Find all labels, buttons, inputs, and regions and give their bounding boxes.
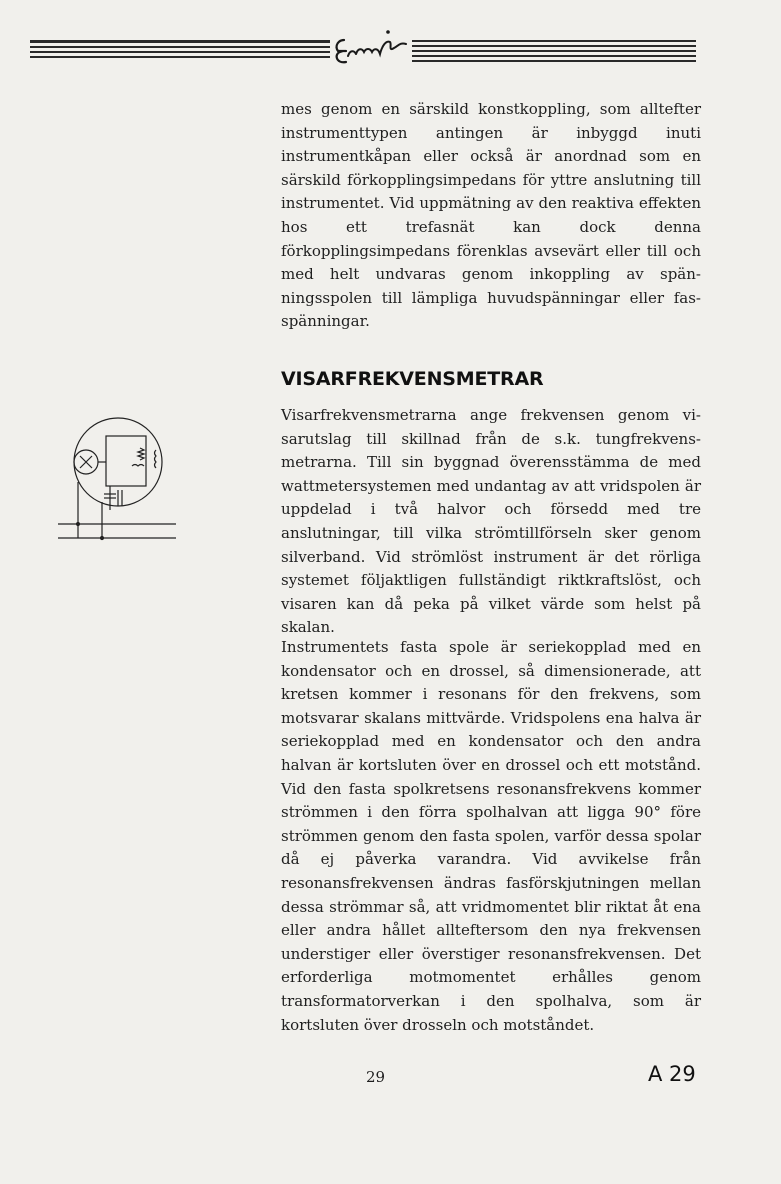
section-heading: VISARFREKVENSMETRAR: [281, 368, 544, 390]
ermi-logo-icon: [330, 18, 412, 68]
page-code: A 29: [648, 1062, 696, 1086]
paragraph-3: Instrumentets fasta spole är seriekopplad med en kondensator och en drossel, så dimensionerade, att kretsen kommer i resonans för den frekvens, som motsvarar skalans mittvärde. Vridspolens ena halva är seriekopplad med en kondensator och den andra halvan är kortsluten över en drossel och ett motstånd. Vid den fasta spolkretsens resonansfrekvens kommer strömmen i den förra spolhalvan att ligga 90° före strömmen genom den fasta spolen, varför dessa spolar då ej påverka varandra. Vid avvikelse från resonansfrekvensen ändras fasförskjutningen mellan dessa strömmar så, att vridmomentet blir riktat åt ena eller andra hållet allteftersom den nya frekvensen understiger eller överstiger resonansfrekvensen. Det erforderliga motmomentet erhålles genom transformatorverkan i den spolhalva, som är kortsluten över drosseln och motståndet.: [281, 638, 701, 1034]
paragraph-2: Visarfrekvensmetrarna ange frekvensen genom visarutslag till skillnad från de s.k. tungfrekvensmetrarna. Till sin byggnad överensstämma de med wattmetersystemen med undantag av att vridspolen är uppdelad i två halvor och försedd med tre anslutningar, till vilka strömtillförseln sker genom silverband. Vid strömlöst instrument är det rörliga systemet följaktligen fullständigt riktkraftslöst, och visaren kan då peka på vilket värde som helst på skalan.: [281, 406, 701, 637]
page-number: 29: [366, 1068, 386, 1086]
header-rule-left: [30, 40, 330, 66]
frequency-meter-circuit-diagram-icon: [58, 410, 178, 560]
header-rule-right: [412, 40, 696, 66]
paragraph-1: mes genom en särskild konstkoppling, som alltefter instrumenttypen antingen är inbyggd inuti instrumentkåpan eller också är anordnad som en särskild förkopplingsimpedans för yttre anslutning till instrumentet. Vid uppmätning av den reaktiva effekten hos ett trefasnät kan dock denna förkopplingsimpedans förenklas avsevärt eller till och med helt undvaras genom inkoppling av spänningsspolen till lämpliga huvudspänningar eller fasspänningar.: [281, 100, 701, 331]
